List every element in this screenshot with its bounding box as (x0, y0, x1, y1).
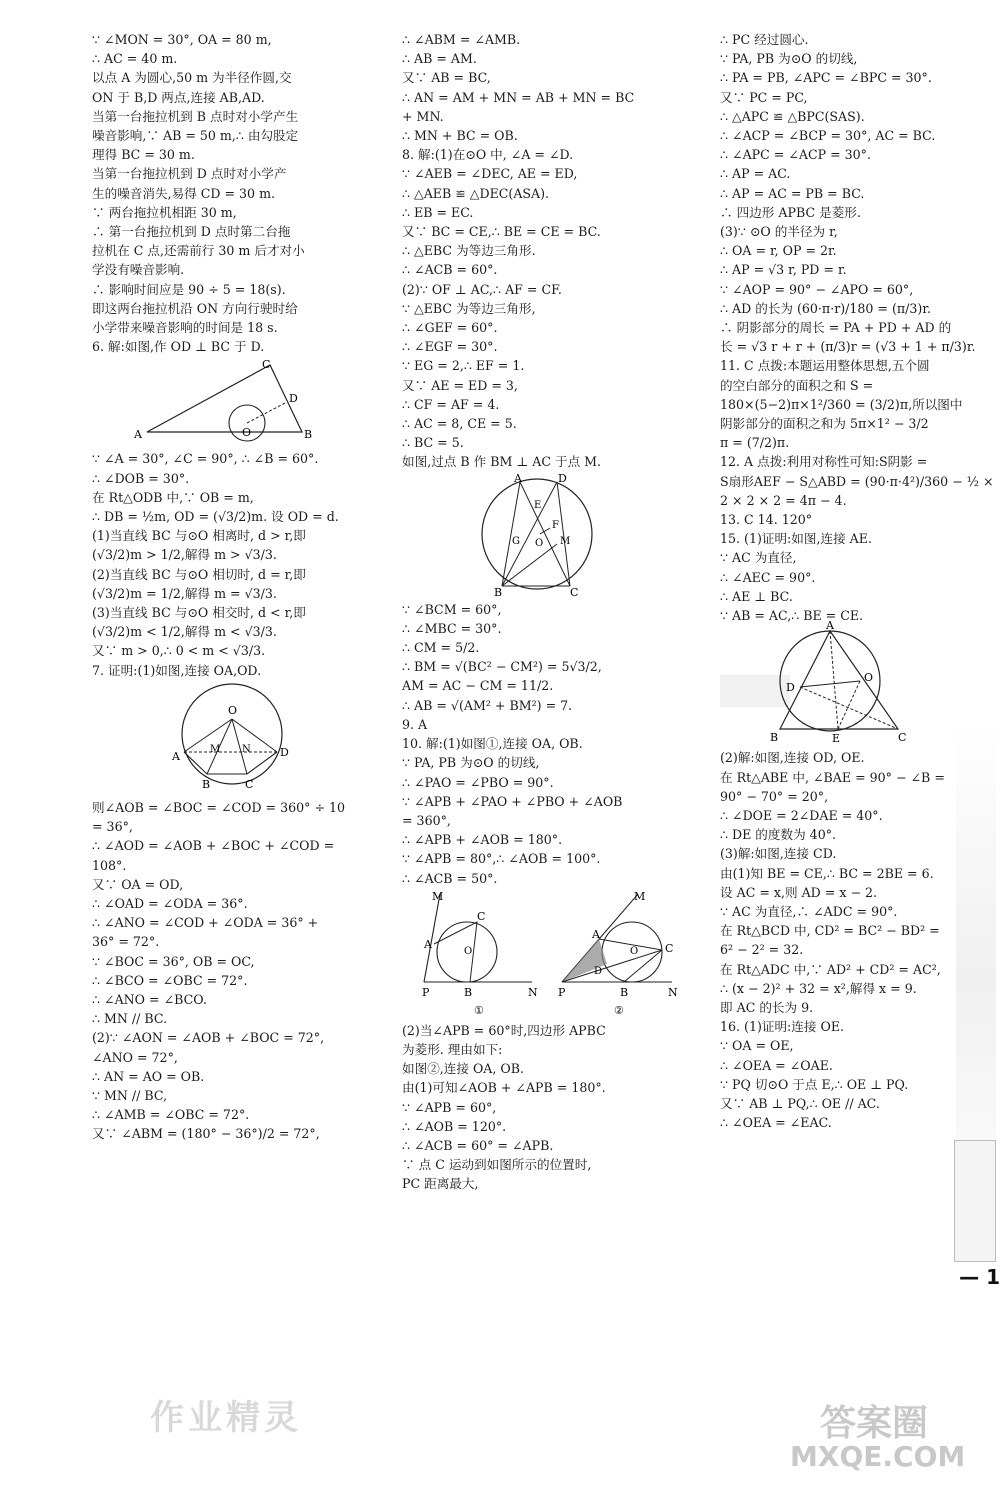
text-line: ∵ ∠APB = 60°, (402, 1099, 497, 1115)
fig7-label-M: M (210, 743, 221, 755)
text-line: 13. C 14. 120° (720, 512, 813, 528)
text-line: (3)∵ ⊙O 的半径为 r, (720, 224, 838, 240)
text-line: 又∵ AB ⊥ PQ,∴ OE // AC. (720, 1095, 880, 1111)
text-line: 又∵ ∠ABM = (180° − 36°)/2 = 72°, (92, 1126, 320, 1142)
text-line: ∴ AN = AO = OB. (92, 1068, 205, 1084)
text-line: ∴ ∠OEA = ∠OAE. (720, 1057, 833, 1073)
fig8-label-G: G (512, 535, 520, 547)
figure-15 (720, 619, 920, 746)
text-line: ∴ AC = 40 m. (92, 51, 178, 67)
text-line: ∴ ∠APC = ∠ACP = 30°. (720, 147, 871, 163)
text-line: ∴ ∠PAO = ∠PBO = 90°. (402, 774, 554, 790)
text-line: ∵ AC 为直径,∴ ∠ADC = 90°. (720, 903, 898, 919)
text-line: ∴ ∠ABM = ∠AMB. (402, 32, 521, 47)
text-line: ∴ △AEB ≌ △DEC(ASA). (402, 185, 550, 201)
text-line: 为菱形. 理由如下: (402, 1041, 503, 1057)
text-line: ∴ ∠ANO = ∠COD + ∠ODA = 36° + (92, 915, 319, 931)
text-line: ∴ MN // BC. (92, 1011, 168, 1027)
text-line: 11. C 点拨:本题运用整体思想,五个圆 (720, 358, 930, 374)
text-line: (√3/2)m < 1/2,解得 m < √3/3. (92, 624, 277, 640)
text-line: 拉机在 C 点,还需前行 30 m 后才对小 (92, 243, 305, 259)
text-line: ∵ EG = 2,∴ EF = 1. (402, 358, 525, 374)
text-line: ∴ △APC ≌ △BPC(SAS). (720, 108, 865, 124)
text-line: ∴ ∠ACB = 60° = ∠APB. (402, 1137, 554, 1153)
text-line: 在 Rt△ODB 中,∵ OB = m, (92, 489, 254, 505)
fig6-label-O: O (242, 426, 252, 440)
text-line: ∴ DB = ½m, OD = (√3/2)m. 设 OD = d. (92, 509, 339, 525)
text-line: AM = AC − CM = 11/2. (402, 678, 554, 694)
fig10b-label-O: O (630, 945, 639, 957)
text-line: (2)解:如图,连接 OD, OE. (720, 750, 865, 766)
fig7-label-C: C (245, 777, 254, 791)
text-line: 180×(5−2)π×1²/360 = (3/2)π,所以图中 (720, 396, 963, 412)
text-line: 生的噪音消失,易得 CD = 30 m. (92, 185, 276, 201)
text-line: ∴ CM = 5/2. (402, 640, 480, 656)
fig10b-label-D: D (594, 965, 603, 977)
text-line: 理得 BC = 30 m. (92, 147, 195, 163)
text-line: ∴ ∠EGF = 30°. (402, 339, 498, 355)
text-line: ∴ ∠GEF = 60°. (402, 320, 498, 336)
text-line: ∵ ∠BCM = 60°, (402, 601, 502, 617)
text-line: 噪音影响,∵ AB = 50 m,∴ 由勾股定 (92, 128, 299, 144)
text-line: 小学带来噪音影响的时间是 18 s. (92, 320, 278, 336)
col3-text-block-2 (720, 748, 975, 1132)
fig10b-label-A: A (592, 927, 600, 941)
text-line: 阴影部分的面积之和为 5π×1² − 3/2 (720, 416, 929, 432)
text-line: ∴ DE 的度数为 40°. (720, 827, 837, 843)
text-line: ∴ 第一台拖拉机到 D 点时第二台拖 (92, 224, 291, 240)
figure-10 (402, 889, 682, 1017)
fig10a-label-A: A (424, 937, 432, 951)
text-line: (3)当直线 BC 与⊙O 相交时, d < r,即 (92, 605, 306, 621)
text-line: ∴ ∠AMB = ∠OBC = 72°. (92, 1107, 250, 1123)
text-line: 12. A 点拨:利用对称性可知:S阴影 = (720, 454, 928, 470)
col2-text-block-3 (402, 1021, 687, 1194)
text-line: ∴ AD 的长为 (60·π·r)/180 = (π/3)r. (720, 300, 931, 316)
text-line: 9. A (402, 716, 428, 732)
text-line: 即这两台拖拉机沿 ON 方向行驶时给 (92, 300, 298, 316)
figure-6 (92, 360, 322, 445)
fig7-label-O: O (228, 703, 238, 717)
fig10b-label-B: B (620, 985, 629, 999)
text-line: ∵ PA, PB 为⊙O 的切线, (720, 51, 858, 67)
col1-text-block (92, 30, 367, 356)
text-line: ∵ PA, PB 为⊙O 的切线, (402, 755, 540, 771)
text-line: ∵ ∠BOC = 36°, OB = OC, (92, 953, 255, 969)
text-line: 16. (1)证明:连接 OE. (720, 1019, 845, 1035)
text-line: 如图,过点 B 作 BM ⊥ AC 于点 M. (402, 454, 602, 470)
side-label-box (954, 1140, 996, 1262)
text-line: ∴ AB = √(AM² + BM²) = 7. (402, 697, 573, 713)
text-line: 如图②,连接 OA, OB. (402, 1061, 524, 1077)
fig15-label-C: C (898, 731, 907, 745)
text-line: (2)当直线 BC 与⊙O 相切时, d = r,即 (92, 566, 306, 582)
text-line: ∵ ∠AOP = 90° − ∠APO = 60°, (720, 281, 914, 297)
column-3 (720, 30, 994, 1132)
text-line: 设 AC = x,则 AD = x − 2. (720, 884, 878, 900)
text-line: ∴ OA = r, OP = 2r. (720, 243, 837, 259)
text-line: ∵ △EBC 为等边三角形, (402, 300, 536, 316)
text-line: ∵ OA = OE, (720, 1038, 794, 1054)
text-line: ∴ (x − 2)² + 32 = x²,解得 x = 9. (720, 980, 917, 996)
text-line: ∵ PQ 切⊙O 于点 E,∴ OE ⊥ PQ. (720, 1076, 909, 1092)
fig10b-label-C: C (665, 941, 674, 955)
text-line: 在 Rt△BCD 中, CD² = BC² − BD² = (720, 923, 940, 939)
text-line: 即 AC 的长为 9. (720, 999, 814, 1015)
fig7-label-B: B (202, 777, 211, 791)
text-line: ∴ AE ⊥ BC. (720, 588, 793, 604)
fig10a-label-N: N (528, 985, 538, 999)
fig10b-label-N: N (668, 985, 678, 999)
text-line: 以点 A 为圆心,50 m 为半径作圆,交 (92, 70, 292, 86)
fig8-label-D: D (558, 471, 567, 485)
fig10b-label-P: P (558, 985, 566, 999)
fig15-label-E: E (832, 732, 841, 746)
text-line: ∴ BM = √(BC² − CM²) = 5√3/2, (402, 659, 602, 675)
fig15-label-O: O (864, 671, 874, 685)
text-line: ∵ ∠APB + ∠PAO + ∠PBO + ∠AOB (402, 793, 623, 809)
fig6-label-D: D (289, 392, 298, 406)
text-line: ∴ ∠ACB = 60°. (402, 262, 498, 278)
text-line: 当第一台拖拉机到 D 点时对小学产 (92, 166, 287, 182)
col1-text-block-3 (92, 798, 367, 1144)
text-line: ∵ ∠APB = 80°,∴ ∠AOB = 100°. (402, 851, 601, 867)
watermark-daanquan: 答案圈 (820, 1403, 929, 1444)
text-line: ∵ ∠MON = 30°, OA = 80 m, (92, 32, 272, 47)
text-line: (2)当∠APB = 60°时,四边形 APBC (402, 1022, 606, 1038)
text-line: 由(1)可知∠AOB + ∠APB = 180°. (402, 1080, 606, 1096)
text-line: = 36°, (92, 819, 133, 835)
text-line: ∴ AN = AM + MN = AB + MN = BC (402, 89, 635, 105)
fig10a-label-B: B (464, 985, 473, 999)
text-line: 8. 解:(1)在⊙O 中, ∠A = ∠D. (402, 147, 574, 163)
text-line: 长 = √3 r + r + (π/3)r = (√3 + 1 + π/3)r. (720, 339, 976, 355)
text-line: ∴ ∠AOB = 120°. (402, 1118, 507, 1134)
text-line: 又∵ BC = CE,∴ BE = CE = BC. (402, 224, 601, 240)
text-line: 又∵ OA = OD, (92, 876, 184, 892)
text-line: ∵ AB = AC,∴ BE = CE. (720, 608, 864, 624)
text-line: ∴ ∠BCO = ∠OBC = 72°. (92, 972, 248, 988)
text-line: ∴ ∠OEA = ∠EAC. (720, 1115, 832, 1131)
figure-7 (92, 684, 322, 794)
text-line: 6. 解:如图,作 OD ⊥ BC 于 D. (92, 339, 265, 355)
text-line: ∴ AP = √3 r, PD = r. (720, 262, 847, 278)
fig7-label-A: A (172, 749, 180, 763)
text-line: ∵ 两台拖拉机相距 30 m, (92, 204, 237, 220)
text-line: 又∵ AE = ED = 3, (402, 377, 518, 393)
fig10b-caption: ② (614, 1003, 624, 1017)
fig10b-label-M: M (634, 889, 646, 903)
page-number: — 1 (959, 1265, 1000, 1289)
fig6-label-B: B (304, 428, 313, 442)
fig8-label-M: M (560, 535, 571, 547)
text-line: 90° − 70° = 20°, (720, 788, 829, 804)
fig15-label-B: B (770, 731, 779, 745)
watermark-zuoye: 作业精灵 (150, 1398, 302, 1438)
fig6-label-C: C (262, 358, 271, 372)
text-line: ∴ CF = AF = 4. (402, 396, 500, 412)
text-line: ∴ BC = 5. (402, 435, 464, 451)
text-line: π = (7/2)π. (720, 435, 790, 451)
text-line: ∵ 点 C 运动到如图所示的位置时, (402, 1157, 592, 1173)
fig10a-label-P: P (422, 985, 430, 999)
column-2 (402, 30, 687, 1194)
text-line: 则∠AOB = ∠BOC = ∠COD = 360° ÷ 10 (92, 799, 346, 815)
fig10a-label-O: O (464, 945, 473, 957)
text-line: ∴ ∠MBC = 30°. (402, 620, 502, 636)
text-line: ∴ PC 经过圆心. (720, 32, 809, 47)
text-line: ON 于 B,D 两点,连接 AB,AD. (92, 89, 265, 105)
fig7-label-D: D (280, 745, 289, 759)
text-line: ∴ ∠DOE = 2∠DAE = 40°. (720, 807, 883, 823)
text-line: (2)∵ ∠AON = ∠AOB + ∠BOC = 72°, (92, 1030, 325, 1046)
text-line: 又∵ PC = PC, (720, 89, 808, 105)
fig8-label-O: O (535, 537, 544, 549)
fig10a-label-C: C (477, 909, 486, 923)
text-line: ∴ ∠AEC = 90°. (720, 569, 816, 585)
text-line: ∴ AP = AC = PB = BC. (720, 185, 865, 201)
fig15-label-D: D (786, 681, 795, 695)
text-line: ∴ MN + BC = OB. (402, 128, 518, 144)
fig8-label-F: F (552, 519, 559, 531)
text-line: ∴ △EBC 为等边三角形. (402, 243, 536, 259)
figure-8 (402, 471, 642, 599)
text-line: ∠ANO = 72°, (92, 1049, 178, 1065)
text-line: ∴ PA = PB, ∠APC = ∠BPC = 30°. (720, 70, 932, 86)
fig7-label-N: N (242, 743, 251, 755)
text-line: 由(1)知 BE = CE,∴ BC = 2BE = 6. (720, 865, 934, 881)
text-line: ∴ 影响时间应是 90 ÷ 5 = 18(s). (92, 281, 286, 297)
text-line: 108°. (92, 857, 127, 873)
watermark-mxqe: MXQE.COM (790, 1440, 966, 1473)
text-line: (3)解:如图,连接 CD. (720, 846, 837, 862)
text-line: 7. 证明:(1)如图,连接 OA,OD. (92, 662, 262, 678)
text-line: ∴ ∠ACB = 50°. (402, 870, 498, 886)
text-line: 又∵ AB = BC, (402, 70, 491, 86)
text-line: 的空白部分的面积之和 S = (720, 377, 874, 393)
text-line: ∴ AP = AC. (720, 166, 791, 182)
text-line: ∴ AC = 8, CE = 5. (402, 416, 517, 432)
text-line: ∴ ∠OAD = ∠ODA = 36°. (92, 895, 248, 911)
text-line: 在 Rt△ABE 中, ∠BAE = 90° − ∠B = (720, 769, 945, 785)
text-line: ∴ ∠AOD = ∠AOB + ∠BOC + ∠COD = (92, 838, 335, 854)
col3-text-block (720, 30, 994, 625)
text-line: 15. (1)证明:如图,连接 AE. (720, 531, 872, 547)
text-line: (√3/2)m = 1/2,解得 m = √3/3. (92, 585, 277, 601)
text-line: 又∵ m > 0,∴ 0 < m < √3/3. (92, 643, 266, 659)
text-line: ∵ AC 为直径, (720, 550, 797, 566)
text-line: 学没有噪音影响. (92, 262, 185, 278)
fig8-label-E: E (534, 499, 542, 511)
text-line: ∴ ∠ANO = ∠BCO. (92, 991, 207, 1007)
fig8-label-B: B (494, 585, 503, 599)
text-line: 在 Rt△ADC 中,∵ AD² + CD² = AC², (720, 961, 941, 977)
text-line: ∵ MN // BC, (92, 1087, 168, 1103)
text-line: (1)当直线 BC 与⊙O 相离时, d > r,即 (92, 528, 306, 544)
text-line: 36° = 72°. (92, 934, 160, 950)
fig8-label-C: C (570, 585, 579, 599)
text-line: (2)∵ OF ⊥ AC,∴ AF = CF. (402, 281, 562, 297)
fig10a-label-M: M (432, 889, 444, 903)
fig6-label-A: A (134, 428, 142, 442)
text-line: PC 距离最大, (402, 1176, 479, 1192)
text-line: ∴ 四边形 APBC 是菱形. (720, 204, 861, 220)
text-line: ∴ AB = AM. (402, 51, 477, 67)
text-line: 当第一台拖拉机到 B 点时对小学产生 (92, 108, 299, 124)
text-line: ∴ ∠DOB = 30°. (92, 470, 190, 486)
text-line: (√3/2)m > 1/2,解得 m > √3/3. (92, 547, 277, 563)
col1-text-block-2 (92, 449, 367, 679)
column-1 (92, 30, 367, 1144)
text-line: = 360°, (402, 812, 451, 828)
text-line: ∵ ∠A = 30°, ∠C = 90°, ∴ ∠B = 60°. (92, 451, 319, 467)
col2-text-block (402, 30, 687, 472)
text-line: 10. 解:(1)如图①,连接 OA, OB. (402, 736, 583, 752)
col2-text-block-2 (402, 600, 687, 888)
fig8-label-A: A (514, 471, 522, 485)
text-line: 2 × 2 × 2 = 4π − 4. (720, 492, 847, 508)
text-line: ∵ ∠AEB = ∠DEC, AE = ED, (402, 166, 578, 182)
text-line: S扇形AEF − S△ABD = (90·π·4²)/360 − ½ × (720, 473, 994, 489)
text-line: ∴ 阴影部分的周长 = PA + PD + AD 的 (720, 320, 952, 336)
text-line: + MN. (402, 108, 444, 124)
text-line: ∴ ∠ACP = ∠BCP = 30°, AC = BC. (720, 128, 936, 144)
text-line: 6² − 2² = 32. (720, 942, 804, 958)
fig10a-caption: ① (474, 1003, 484, 1017)
text-line: ∴ EB = EC. (402, 204, 474, 220)
text-line: ∴ ∠APB + ∠AOB = 180°. (402, 832, 563, 848)
fig15-label-A: A (826, 619, 834, 633)
